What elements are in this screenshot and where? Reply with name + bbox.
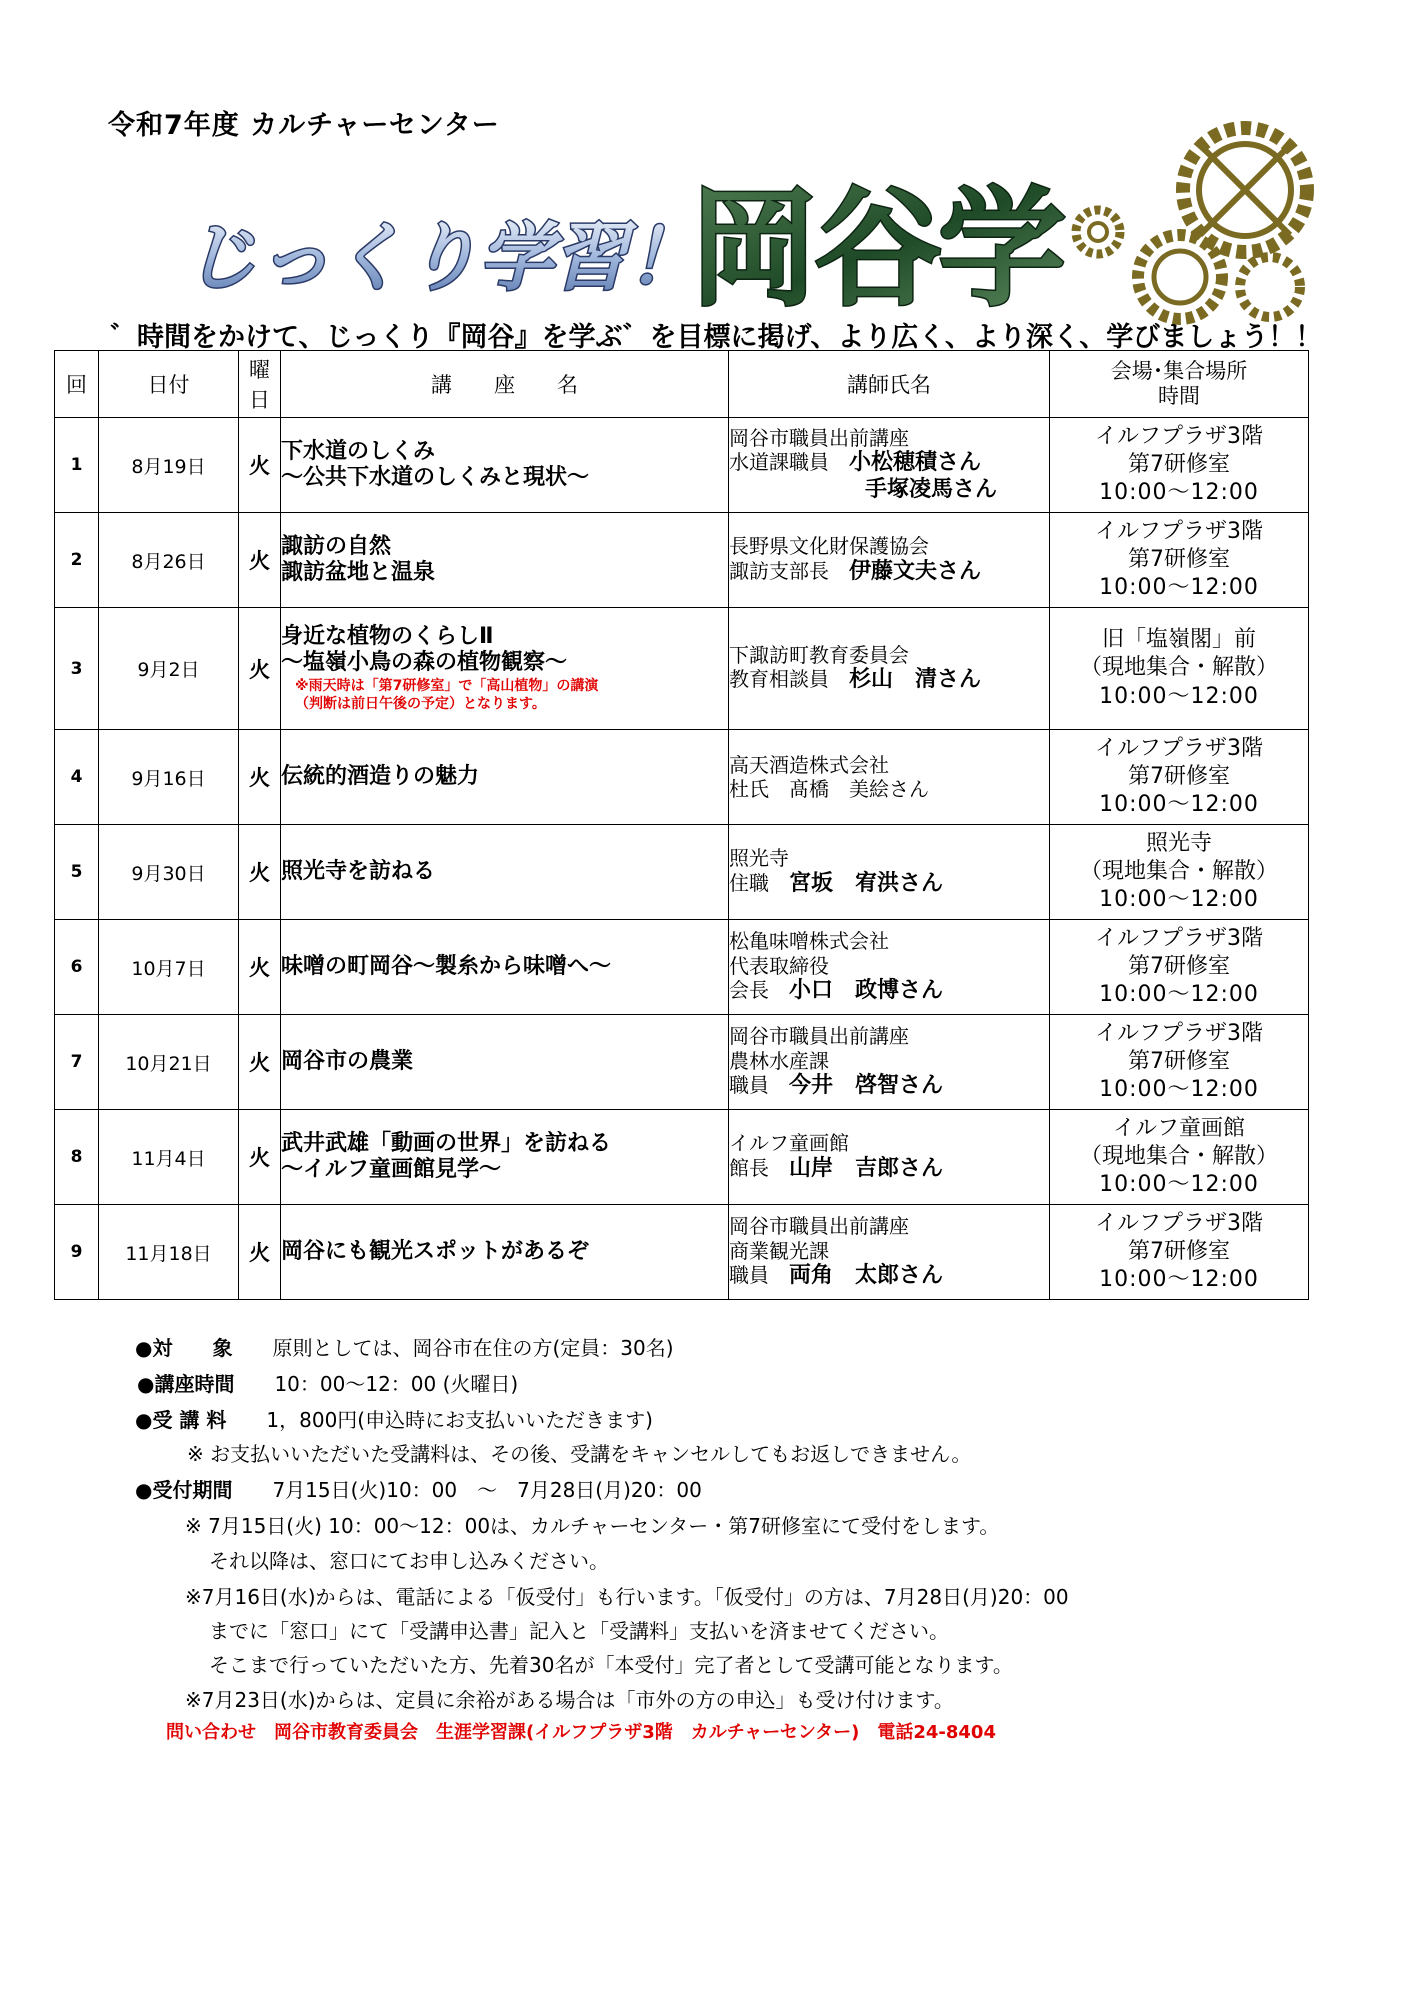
course-line: 岡谷市の農業 [281,1049,414,1075]
row-course [281,513,729,608]
row-date: 8月19日 [99,418,239,513]
lecturer-line: 下諏訪町教育委員会 [729,642,909,667]
row-lecturer [729,920,1050,1015]
venue-line: 照光寺 [1145,830,1212,856]
row-venue [1050,418,1309,513]
info-target-label: ●対 象 [135,1336,233,1360]
venue-line: 旧「塩嶺閣」前 [1101,627,1256,653]
info-fee-note: ※ お支払いいただいた受講料は、その後、受講をキャンセルしてもお返しできません。 [187,1442,972,1466]
row-course [281,608,729,730]
course-line: ～公共下水道のしくみと現状～ [281,465,590,490]
venue-time: 10:00～12:00 [1099,480,1259,506]
lecturer-name: 杉山 清さん [849,667,982,693]
course-line: 武井武雄「動画の世界」を訪ねる [281,1131,612,1157]
rain-note-line: ※雨天時は「第7研修室」で「高山植物」の講演 [295,678,599,695]
venue-line: （現地集合・解散） [1079,858,1278,884]
lecturer-line: 教育相談員 [729,667,829,692]
lecturer-name: 伊藤文夫さん [849,558,982,584]
row-course [281,1110,729,1205]
row-lecturer [729,608,1050,730]
main-title-right [690,175,1070,324]
header-date: 日付 [99,351,239,418]
row-course [281,730,729,825]
info-hours [137,1368,518,1397]
row-venue [1050,730,1309,825]
venue-line: 第7研修室 [1128,451,1230,477]
lecturer-line: 杜氏 [729,777,769,801]
tagline: ゛時間をかけて、じっくり『岡谷』を学ぶ゛を目標に掲げ、より広く、より深く、学びましょう！！ [110,322,1323,353]
row-day: 火 [239,1110,281,1205]
lecturer-line: 水道課職員 [729,450,829,475]
row-day: 火 [239,418,281,513]
row-no: 7 [55,1015,99,1110]
gears-icon [1070,112,1320,332]
venue-time: 10:00～12:00 [1099,1077,1259,1103]
lecturer-line: 商業観光課 [729,1238,829,1263]
lecturer-name: 小松穂積さん [849,450,982,476]
table-row [55,1110,1309,1205]
row-lecturer [729,1110,1050,1205]
info-note2b: までに「窓口」にて「受講申込書」記入と「受講料」支払いを済ませてください。 [209,1619,949,1643]
rain-note [281,678,728,713]
table-row [55,1205,1309,1300]
venue-line: イルフ童画館 [1112,1115,1245,1141]
info-period [135,1474,702,1503]
header-lecturer: 講師氏名 [729,351,1050,418]
venue-line: イルフプラザ3階 [1095,423,1263,449]
table-row [55,513,1309,608]
schedule-table [54,350,1309,1300]
main-title-left-text: じっくり学習！ [183,215,701,301]
main-title-left [178,205,701,305]
row-no: 9 [55,1205,99,1300]
info-hours-label: ●講座時間 [137,1372,235,1396]
venue-line: 第7研修室 [1128,763,1230,789]
lecturer-line: 高天酒造株式会社 [729,752,889,777]
row-no: 1 [55,418,99,513]
lecturer-name: 今井 啓智さん [789,1072,944,1098]
row-date: 9月2日 [99,608,239,730]
venue-line: （現地集合・解散） [1079,655,1278,681]
header-venue-line1: 会場･集合場所 [1110,358,1248,383]
lecturer-name: 小口 政博さん [789,977,944,1003]
course-line: 味噌の町岡谷～製糸から味噌へ～ [281,954,612,980]
row-lecturer [729,1205,1050,1300]
info-note3: ※7月23日(水)からは、定員に余裕がある場合は「市外の方の申込」も受け付けます。 [185,1688,954,1712]
lecturer-line: 諏訪支部長 [729,558,829,583]
course-line: ～塩嶺小鳥の森の植物観察～ [281,649,568,675]
info-hours-value: 10：00～12：00 (火曜日) [274,1372,519,1396]
course-line: 伝統的酒造りの魅力 [281,764,480,790]
row-day: 火 [239,1015,281,1110]
venue-line: 第7研修室 [1128,1238,1230,1264]
course-line: 下水道のしくみ [281,439,436,465]
course-line: 諏訪の自然 [281,534,392,560]
venue-line: 第7研修室 [1128,953,1230,979]
row-course [281,1015,729,1110]
header-day: 曜日 [239,351,281,418]
row-venue [1050,1110,1309,1205]
venue-time: 10:00～12:00 [1099,887,1259,913]
row-day: 火 [239,730,281,825]
row-no: 4 [55,730,99,825]
row-day: 火 [239,513,281,608]
table-row [55,920,1309,1015]
row-day: 火 [239,608,281,730]
info-note1b: それ以降は、窓口にてお申し込みください。 [209,1549,609,1573]
row-lecturer [729,825,1050,920]
row-no: 5 [55,825,99,920]
row-date: 11月18日 [99,1205,239,1300]
contact-info: 問い合わせ 岡谷市教育委員会 生涯学習課(イルフプラザ3階 カルチャーセンター) 電話24-8404 [166,1722,996,1743]
venue-line: イルフプラザ3階 [1095,518,1263,544]
lecturer-line: 農林水産課 [729,1048,829,1073]
lecturer-line: 長野県文化財保護協会 [729,534,929,559]
info-period-value: 7月15日(火)10：00 ～ 7月28日(月)20：00 [272,1478,702,1502]
table-row [55,608,1309,730]
row-day: 火 [239,825,281,920]
lecturer-name: 手塚凌馬さん [865,477,998,503]
lecturer-line: 岡谷市職員出前講座 [729,1214,909,1239]
rain-note-line: （判断は前日午後の予定）となります。 [295,695,546,712]
info-fee-label: ●受 講 料 [135,1408,227,1432]
header-venue-line2: 時間 [1158,384,1200,408]
venue-line: （現地集合・解散） [1079,1143,1278,1169]
info-period-label: ●受付期間 [135,1478,233,1502]
row-date: 10月21日 [99,1015,239,1110]
table-row [55,730,1309,825]
lecturer-line: 会長 [729,977,769,1002]
course-line: ～イルフ童画館見学～ [281,1157,502,1182]
row-lecturer [729,1015,1050,1110]
info-fee [135,1404,653,1433]
lecturer-line: 松亀味噌株式会社 [729,929,889,954]
lecturer-line: 岡谷市職員出前講座 [729,425,909,450]
header-no: 回 [55,351,99,418]
header-course: 講 座 名 [281,351,729,418]
venue-time: 10:00～12:00 [1099,1267,1259,1293]
venue-time: 10:00～12:00 [1099,982,1259,1008]
row-course [281,920,729,1015]
table-row [55,825,1309,920]
lecturer-name: 両角 太郎さん [789,1262,944,1288]
venue-time: 10:00～12:00 [1099,1172,1259,1198]
venue-line: イルフプラザ3階 [1095,735,1263,761]
lecturer-name: 山岸 吉郎さん [789,1155,944,1181]
row-day: 火 [239,920,281,1015]
venue-line: イルフプラザ3階 [1095,1210,1263,1236]
row-venue [1050,513,1309,608]
venue-line: 第7研修室 [1128,1048,1230,1074]
row-date: 8月26日 [99,513,239,608]
venue-time: 10:00～12:00 [1099,683,1259,709]
row-no: 3 [55,608,99,730]
row-date: 9月30日 [99,825,239,920]
lecturer-line: 代表取締役 [729,953,829,978]
venue-line: 第7研修室 [1128,546,1230,572]
venue-line: イルフプラザ3階 [1095,925,1263,951]
lecturer-line: 住職 [729,870,769,895]
course-line: 諏訪盆地と温泉 [281,560,436,585]
row-course [281,1205,729,1300]
row-date: 11月4日 [99,1110,239,1205]
lecturer-line: 岡谷市職員出前講座 [729,1024,909,1049]
info-note1a: ※ 7月15日(火) 10：00～12：00は、カルチャーセンター・第7研修室にて受付をします。 [185,1514,1000,1538]
row-venue [1050,1205,1309,1300]
course-line: 岡谷にも観光スポットがあるぞ [281,1239,590,1265]
table-row [55,1015,1309,1110]
row-no: 8 [55,1110,99,1205]
header-year-title: 令和7年度 カルチャーセンター [108,110,500,141]
info-note2a: ※7月16日(水)からは、電話による「仮受付」も行います。「仮受付」の方は、7月28日(月)20：00 [185,1585,1069,1609]
info-target [135,1332,674,1361]
course-line: 身近な植物のくらしⅡ [281,623,494,649]
lecturer-name: 宮坂 宥洪さん [789,870,944,896]
info-fee-value: 1，800円(申込時にお支払いいただきます) [266,1408,653,1432]
row-no: 2 [55,513,99,608]
row-lecturer [729,513,1050,608]
main-title-right-text: 岡谷学 [690,175,1063,324]
venue-time: 10:00～12:00 [1099,792,1259,818]
row-venue [1050,920,1309,1015]
row-lecturer [729,418,1050,513]
row-no: 6 [55,920,99,1015]
row-course [281,825,729,920]
row-lecturer [729,730,1050,825]
header-venue [1050,351,1309,418]
lecturer-line: 職員 [729,1072,769,1097]
lecturer-line: 館長 [729,1155,769,1180]
row-venue [1050,825,1309,920]
lecturer-name: 髙橋 美絵さん [789,777,929,801]
table-header-row [55,351,1309,418]
venue-time: 10:00～12:00 [1099,575,1259,601]
lecturer-line: イルフ童画館 [729,1131,849,1156]
row-venue [1050,1015,1309,1110]
info-target-value: 原則としては、岡谷市在住の方(定員：30名) [272,1336,674,1360]
row-date: 10月7日 [99,920,239,1015]
venue-line: イルフプラザ3階 [1095,1020,1263,1046]
table-row [55,418,1309,513]
info-note2c: そこまで行っていただいた方、先着30名が「本受付」完了者として受講可能となります。 [209,1653,1013,1677]
course-line: 照光寺を訪ねる [281,859,436,885]
lecturer-line: 照光寺 [729,846,789,871]
row-venue [1050,608,1309,730]
row-date: 9月16日 [99,730,239,825]
lecturer-line: 職員 [729,1262,769,1287]
row-day: 火 [239,1205,281,1300]
row-course [281,418,729,513]
